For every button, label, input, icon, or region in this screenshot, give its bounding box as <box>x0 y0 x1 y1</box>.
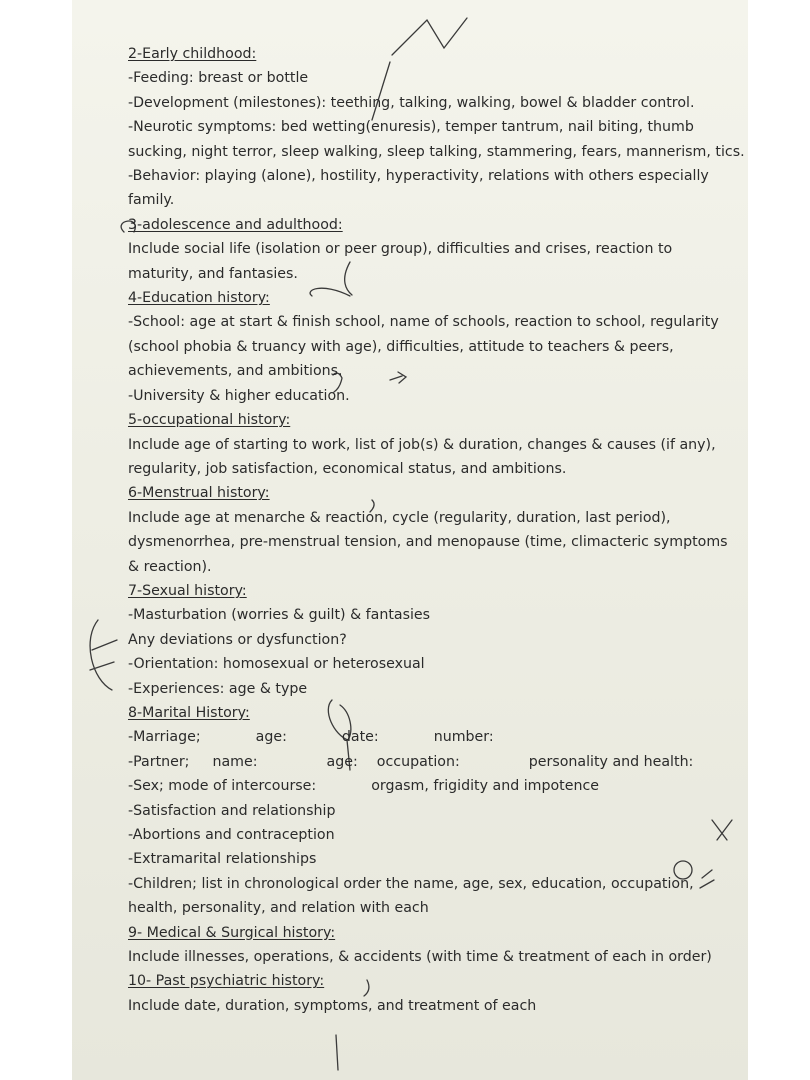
heading-early-childhood: 2-Early childhood: <box>128 46 257 62</box>
text-line: -School: age at start & finish school, name of schools, reaction to school, regularity <box>128 314 719 331</box>
text-line: -Orientation: homosexual or heterosexual <box>128 656 425 673</box>
text-line: achievements, and ambitions. <box>128 363 343 380</box>
marriage-number-label: number: <box>433 729 494 746</box>
partner-age-label: age: <box>326 753 358 770</box>
text-line: -Neurotic symptoms: bed wetting(enuresis), temper tantrum, nail biting, thumb <box>128 119 694 136</box>
partner-name-label: name: <box>212 753 258 770</box>
text-line: & reaction). <box>128 558 212 575</box>
text-line: (school phobia & truancy with age), difficulties, attitude to teachers & peers, <box>128 338 674 355</box>
partner-label: -Partner; <box>128 753 190 770</box>
partner-personality-label: personality and health: <box>528 753 694 770</box>
text-line: Include social life (isolation or peer group), difficulties and crises, reaction to <box>128 241 673 258</box>
sex-mode-label: -Sex; mode of intercourse: <box>128 778 317 795</box>
marriage-age-label: age: <box>255 729 287 746</box>
text-line: family. <box>128 192 175 209</box>
marriage-date-label: date: <box>341 729 379 746</box>
text-line: maturity, and fantasies. <box>128 265 298 282</box>
text-line: -Satisfaction and relationship <box>128 802 336 819</box>
text-line: sucking, night terror, sleep walking, sleep talking, stammering, fears, mannerism, tics. <box>128 143 745 160</box>
text-line: -Development (milestones): teething, talking, walking, bowel & bladder control. <box>128 94 695 111</box>
text-line: -Behavior: playing (alone), hostility, hyperactivity, relations with others especially <box>128 168 709 185</box>
text-line: Include age at menarche & reaction, cycle (regularity, duration, last period), <box>128 509 671 526</box>
heading-sexual-history: 7-Sexual history: <box>128 582 247 599</box>
partner-row <box>128 750 732 774</box>
heading-adolescence: 3-adolescence and adulthood: <box>128 216 343 233</box>
text-line: Include age of starting to work, list of job(s) & duration, changes & causes (if any), <box>128 436 716 453</box>
heading-occupational-history: 5-occupational history: <box>128 412 291 429</box>
heading-past-psychiatric-history: 10- Past psychiatric history: <box>128 973 325 990</box>
text-line: Include date, duration, symptoms, and treatment of each <box>128 997 537 1014</box>
marriage-label: -Marriage; <box>128 729 201 746</box>
text-line: -Masturbation (worries & guilt) & fantasies <box>128 607 431 624</box>
text-line: -Experiences: age & type <box>128 680 308 697</box>
text-line: -University & higher education. <box>128 387 350 404</box>
text-line: -Abortions and contraception <box>128 827 335 843</box>
text-line: health, personality, and relation with each <box>128 900 429 917</box>
marriage-row <box>128 725 732 749</box>
text-line: -Feeding: breast or bottle <box>128 70 309 87</box>
text-line: -Children; list in chronological order the name, age, sex, education, occupation, <box>128 875 694 892</box>
heading-education-history: 4-Education history: <box>128 290 270 307</box>
orgasm-label: orgasm, frigidity and impotence <box>371 778 599 795</box>
sex-row <box>128 774 732 798</box>
heading-menstrual-history: 6-Menstrual history: <box>128 485 270 502</box>
text-line: -Extramarital relationships <box>128 851 317 868</box>
text-line: regularity, job satisfaction, economical status, and ambitions. <box>128 460 567 477</box>
text-line: Include illnesses, operations, & accidents (with time & treatment of each in order) <box>128 949 712 966</box>
heading-marital-history: 8-Marital History: <box>128 704 250 721</box>
partner-occupation-label: occupation: <box>376 753 460 770</box>
document-text <box>128 42 745 1018</box>
heading-medical-surgical-history: 9- Medical & Surgical history: <box>128 924 336 941</box>
text-line: Any deviations or dysfunction? <box>128 631 347 648</box>
text-line: dysmenorrhea, pre-menstrual tension, and menopause (time, climacteric symptoms <box>128 534 728 551</box>
document-page <box>72 0 748 1080</box>
